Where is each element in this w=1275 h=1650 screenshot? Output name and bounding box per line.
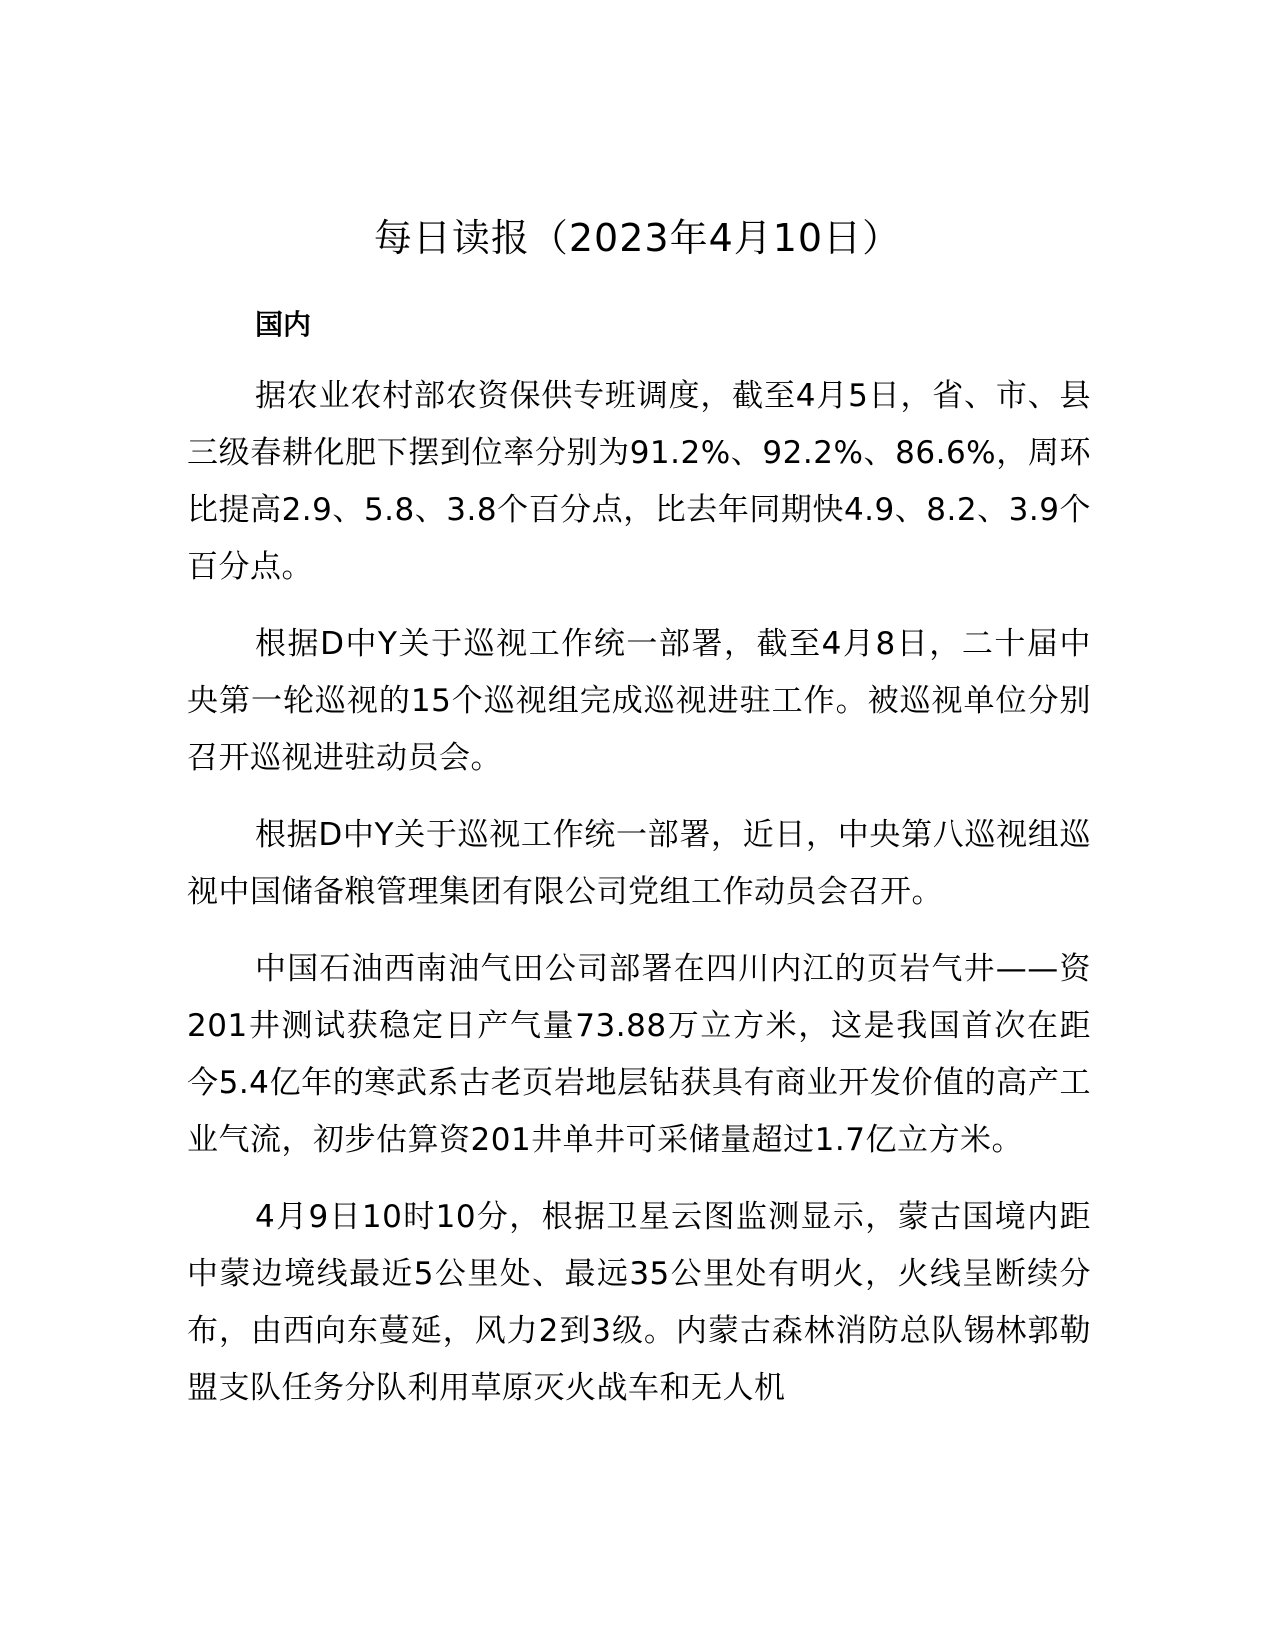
document-title: 每日读报（2023年4月10日） [373,216,902,260]
document-body [187,300,1091,1437]
paragraph-fertilizer: 据农业农村部农资保供专班调度，截至4月5日，省、市、县三级春耕化肥下摆到位率分别为91.2%、92.2%、86.6%，周环比提高2.9、5.8、3.8个百分点，比去年同期快4.9、8.2、3.9个百分点。 [187,378,1091,585]
paragraph-inspection-entry: 根据D中Y关于巡视工作统一部署，截至4月8日，二十届中央第一轮巡视的15个巡视组完成巡视进驻工作。被巡视单位分别召开巡视进驻动员会。 [187,626,1091,776]
paragraph-border-fire: 4月9日10时10分，根据卫星云图监测显示，蒙古国境内距中蒙边境线最近5公里处、最远35公里处有明火，火线呈断续分布，由西向东蔓延，风力2到3级。内蒙古森林消防总队锡林郭勒盟支队任务分队利用草原灭火战车和无人机 [187,1199,1091,1406]
section-heading-domestic: 国内 [255,308,312,341]
paragraph-shale-gas: 中国石油西南油气田公司部署在四川内江的页岩气井——资201井测试获稳定日产气量73.88万立方米，这是我国首次在距今5.4亿年的寒武系古老页岩地层钻获具有商业开发价值的高产工业气流，初步估算资201井单井可采储量超过1.7亿立方米。 [187,951,1091,1158]
paragraph-grain-inspection: 根据D中Y关于巡视工作统一部署，近日，中央第八巡视组巡视中国储备粮管理集团有限公司党组工作动员会召开。 [187,817,1091,910]
